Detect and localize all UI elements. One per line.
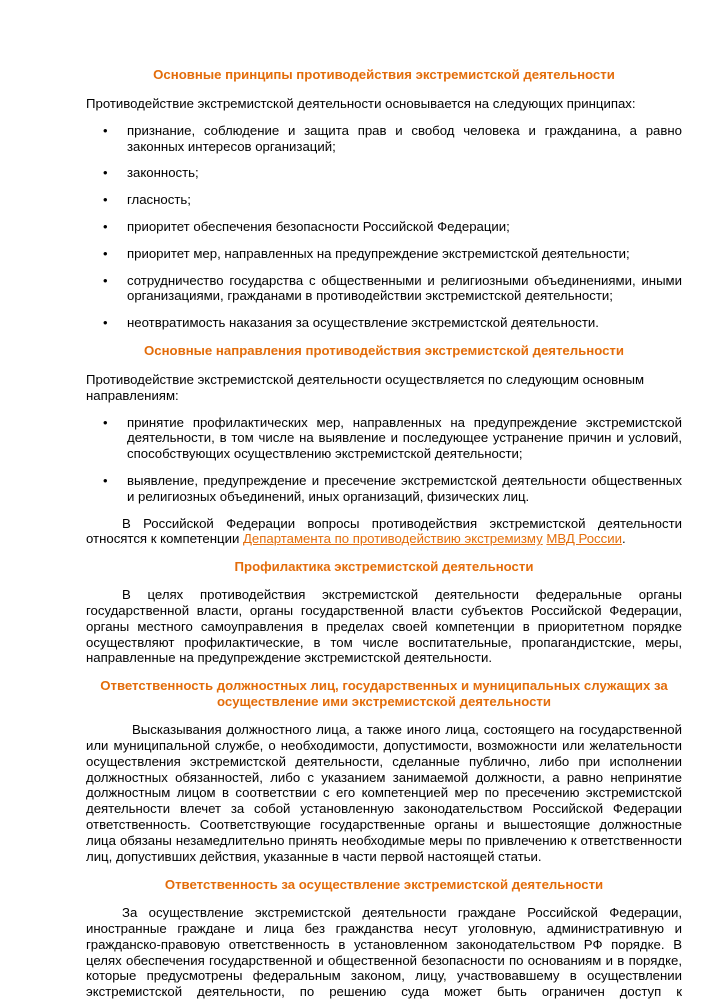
competence-paragraph bbox=[86, 516, 682, 548]
heading-liability: Ответственность за осуществление экстремистской деятельности bbox=[164, 877, 604, 893]
list-item: • сотрудничество государства с общественными и религиозными объединениями, иными организациями, гражданами в противодействии экстремистской деятельности; bbox=[103, 272, 682, 304]
heading-principles: Основные принципы противодействия экстремистской деятельности bbox=[153, 67, 615, 82]
bullet-icon: • bbox=[103, 414, 108, 430]
list-item: • выявление, предупреждение и пресечение экстремистской деятельности общественных и религиозных объединений, иных организаций, физических лиц. bbox=[103, 472, 682, 504]
heading-officials bbox=[86, 678, 682, 710]
heading-officials-line2: осуществление ими экстремистской деятельности bbox=[216, 694, 551, 710]
competence-text: В Российской Федерации вопросы противодействия экстремистской деятельности относятся к компетенции bbox=[86, 515, 682, 547]
bullet-icon: • bbox=[103, 192, 108, 208]
principles-list bbox=[86, 123, 682, 331]
bullet-icon: • bbox=[103, 315, 108, 331]
department-link[interactable]: Департамента по противодействию экстремизму bbox=[242, 531, 543, 547]
list-item: • гласность; bbox=[103, 192, 191, 208]
directions-intro: Противодействие экстремистской деятельности осуществляется по следующим основным направлениям: bbox=[86, 371, 645, 403]
heading-officials-line1: Ответственность должностных лиц, государственных и муниципальных служащих за bbox=[100, 678, 668, 694]
list-item: • неотвратимость наказания за осуществление экстремистской деятельности. bbox=[103, 315, 599, 331]
bullet-icon: • bbox=[103, 272, 108, 288]
list-item: • признание, соблюдение и защита прав и свобод человека и гражданина, а равно законных интересов организаций; bbox=[103, 122, 682, 154]
mvd-link[interactable]: МВД России bbox=[546, 531, 622, 547]
heading-directions: Основные направления противодействия экстремистской деятельности bbox=[143, 342, 624, 358]
bullet-icon: • bbox=[103, 472, 108, 488]
bullet-icon: • bbox=[103, 218, 108, 234]
list-item: • приоритет обеспечения безопасности Российской Федерации; bbox=[103, 218, 510, 234]
list-item: • принятие профилактических мер, направленных на предупреждение экстремистской деятельности, в том числе на выявление и последующее устранение причин и условий, способствующих осуществлению экстремистской деятельности; bbox=[103, 414, 682, 462]
competence-end: . bbox=[621, 531, 626, 547]
list-item: • приоритет мер, направленных на предупреждение экстремистской деятельности; bbox=[103, 245, 630, 261]
liability-paragraph: За осуществление экстремистской деятельности граждане Российской Федерации, иностранные граждане и лица без гражданства несут уголовную, административную и гражданско-правовую ответственность в установленном законодательством РФ порядке. В целях обеспечения государственной и общественной безопасности по основаниям и в порядке, которые предусмотрены федеральным законом, лицу, участвовавшему в осуществлении экстремистской деятельности, по решению суда может быть ограничен доступ к bbox=[86, 905, 682, 1000]
principles-intro: Противодействие экстремистской деятельности основывается на следующих принципах: bbox=[86, 96, 636, 111]
officials-paragraph: Высказывания должностного лица, а также иного лица, состоящего на государственной или муниципальной службе, о необходимости, допустимости, возможности или желательности осуществления экстремистской деятельности, сделанные публично, либо при исполнении должностных обязанностей, либо с указанием занимаемой должности, а равно непринятие должностным лицом в соответствии с его компетенцией мер по пресечению экстремистской деятельности влечет за собой установленную законодательством Российской Федерации ответственность. Соответствующие государственные органы и вышестоящие должностные лица обязаны незамедлительно принять необходимые меры по привлечению к ответственности лиц, допустивших действия, указанные в части первой настоящей статьи. bbox=[86, 722, 682, 864]
prevention-paragraph: В целях противодействия экстремистской деятельности федеральные органы государственной власти, органы государственной власти субъектов Российской Федерации, органы местного самоуправления в пределах своей компетенции в приоритетном порядке осуществляют профилактические, в том числе воспитательные, пропагандистские, меры, направленные на предупреждение экстремистской деятельности. bbox=[86, 587, 682, 666]
bullet-icon: • bbox=[103, 165, 108, 181]
bullet-icon: • bbox=[103, 245, 108, 261]
heading-prevention: Профилактика экстремистской деятельности bbox=[234, 559, 534, 575]
document-page bbox=[86, 0, 682, 1000]
bullet-icon: • bbox=[103, 122, 108, 138]
directions-list bbox=[86, 415, 682, 505]
list-item: • законность; bbox=[103, 165, 199, 181]
